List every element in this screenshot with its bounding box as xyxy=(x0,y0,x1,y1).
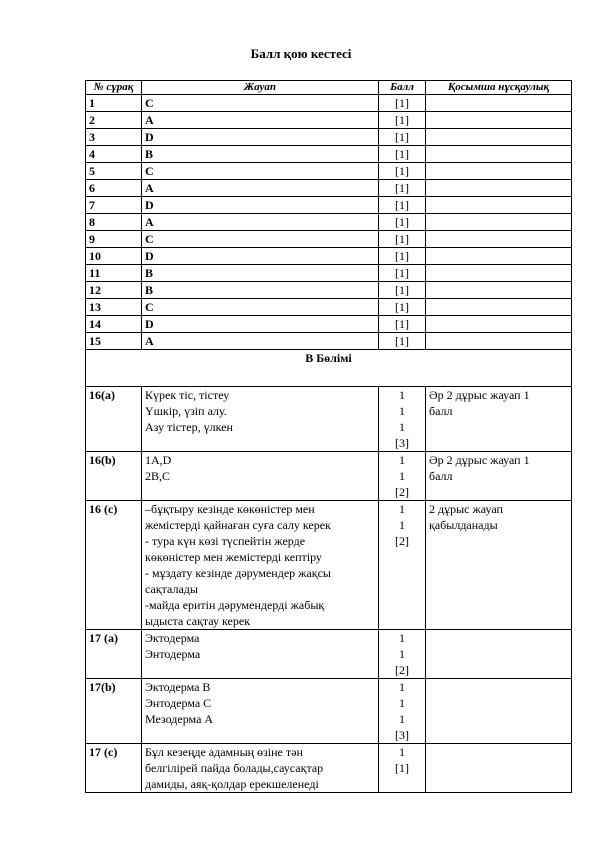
header-notes: Қосымша нұсқаулық xyxy=(426,81,572,95)
table-row xyxy=(86,95,572,112)
question-number: 16(b) xyxy=(86,452,142,501)
points-cell: 1 1 1 [3] xyxy=(379,387,426,452)
points-cell: [1] xyxy=(379,231,426,248)
notes-cell: 2 дұрыс жауап қабылданады xyxy=(426,501,572,630)
table-row xyxy=(86,452,572,501)
points-cell: [1] xyxy=(379,146,426,163)
table-row xyxy=(86,231,572,248)
table-row xyxy=(86,299,572,316)
section-b-row xyxy=(86,350,572,387)
answer-cell: B xyxy=(142,146,379,163)
points-cell: 1 [1] xyxy=(379,744,426,793)
notes-cell xyxy=(426,265,572,282)
answer-cell: –бұқтыру кезінде көкөністер мен жемістерді қайнаған суға салу керек - тура күн көзі түспейтін жерде көкөністер мен жемістерді кептіру - мұздату кезінде дәрумендер жақсы сақталады -майда еритін дәрумендерді жабық ыдыста сақтау керек xyxy=(142,501,379,630)
notes-cell xyxy=(426,112,572,129)
question-number: 3 xyxy=(86,129,142,146)
answer-cell: Бұл кезеңде адамның өзіне тән белгілірей пайда болады,саусақтар дамиды, аяқ-қолдар ерекшеленеді xyxy=(142,744,379,793)
table-row xyxy=(86,129,572,146)
question-number: 2 xyxy=(86,112,142,129)
table-row xyxy=(86,265,572,282)
answer-cell: A xyxy=(142,112,379,129)
question-number: 14 xyxy=(86,316,142,333)
points-cell: [1] xyxy=(379,197,426,214)
notes-cell xyxy=(426,180,572,197)
notes-cell xyxy=(426,630,572,679)
table-row xyxy=(86,387,572,452)
header-question: № сұрақ xyxy=(86,81,142,95)
answer-cell: A xyxy=(142,214,379,231)
table-row xyxy=(86,180,572,197)
points-cell: [1] xyxy=(379,265,426,282)
answer-cell: D xyxy=(142,248,379,265)
question-number: 5 xyxy=(86,163,142,180)
notes-cell xyxy=(426,231,572,248)
table-row xyxy=(86,282,572,299)
notes-cell: Әр 2 дұрыс жауап 1 балл xyxy=(426,452,572,501)
table-row xyxy=(86,163,572,180)
points-cell: [1] xyxy=(379,248,426,265)
page-title: Балл қою кестесі xyxy=(250,46,352,61)
answer-cell: D xyxy=(142,197,379,214)
points-cell: [1] xyxy=(379,163,426,180)
question-number: 17 (c) xyxy=(86,744,142,793)
table-row xyxy=(86,316,572,333)
question-number: 16(a) xyxy=(86,387,142,452)
answer-cell: C xyxy=(142,299,379,316)
answer-cell: Эктодерма Энтодерма xyxy=(142,630,379,679)
notes-cell xyxy=(426,679,572,744)
notes-cell xyxy=(426,214,572,231)
points-cell: 1 1 1 [3] xyxy=(379,679,426,744)
answer-cell: Эктодерма В Энтодерма С Мезодерма А xyxy=(142,679,379,744)
question-number: 7 xyxy=(86,197,142,214)
points-cell: [1] xyxy=(379,95,426,112)
notes-cell xyxy=(426,282,572,299)
notes-cell xyxy=(426,744,572,793)
answer-cell: C xyxy=(142,231,379,248)
notes-cell: Әр 2 дұрыс жауап 1 балл xyxy=(426,387,572,452)
table-row xyxy=(86,197,572,214)
table-row xyxy=(86,214,572,231)
table-row xyxy=(86,744,572,793)
points-cell: [1] xyxy=(379,333,426,350)
notes-cell xyxy=(426,248,572,265)
question-number: 1 xyxy=(86,95,142,112)
notes-cell xyxy=(426,299,572,316)
points-cell: [1] xyxy=(379,112,426,129)
answer-cell: Күрек тіс, тістеу Үшкір, үзіп алу. Азу тістер, үлкен xyxy=(142,387,379,452)
answer-cell: C xyxy=(142,163,379,180)
points-cell: 1 1 [2] xyxy=(379,452,426,501)
answer-cell: D xyxy=(142,129,379,146)
question-number: 13 xyxy=(86,299,142,316)
points-cell: [1] xyxy=(379,282,426,299)
question-number: 16 (c) xyxy=(86,501,142,630)
answer-cell: A xyxy=(142,180,379,197)
question-number: 15 xyxy=(86,333,142,350)
points-cell: 1 1 [2] xyxy=(379,630,426,679)
points-cell: [1] xyxy=(379,299,426,316)
notes-cell xyxy=(426,95,572,112)
table-row xyxy=(86,679,572,744)
table-row xyxy=(86,333,572,350)
question-number: 17 (a) xyxy=(86,630,142,679)
question-number: 4 xyxy=(86,146,142,163)
answer-cell: B xyxy=(142,265,379,282)
question-number: 9 xyxy=(86,231,142,248)
answer-cell: 1A,D 2B,C xyxy=(142,452,379,501)
points-cell: 1 1 [2] xyxy=(379,501,426,630)
header-points: Балл xyxy=(379,81,426,95)
table-row xyxy=(86,501,572,630)
notes-cell xyxy=(426,129,572,146)
table-row xyxy=(86,630,572,679)
header-row xyxy=(86,81,572,95)
question-number: 11 xyxy=(86,265,142,282)
header-answer: Жауап xyxy=(142,81,379,95)
notes-cell xyxy=(426,163,572,180)
table-row xyxy=(86,146,572,163)
table-row xyxy=(86,248,572,265)
question-number: 10 xyxy=(86,248,142,265)
answer-cell: C xyxy=(142,95,379,112)
notes-cell xyxy=(426,197,572,214)
answer-cell: D xyxy=(142,316,379,333)
section-b-title: B Бөлімі xyxy=(86,350,572,387)
points-cell: [1] xyxy=(379,316,426,333)
points-cell: [1] xyxy=(379,180,426,197)
question-number: 17(b) xyxy=(86,679,142,744)
table-row xyxy=(86,112,572,129)
answer-cell: A xyxy=(142,333,379,350)
notes-cell xyxy=(426,146,572,163)
question-number: 12 xyxy=(86,282,142,299)
points-cell: [1] xyxy=(379,129,426,146)
question-number: 6 xyxy=(86,180,142,197)
answer-cell: B xyxy=(142,282,379,299)
score-table xyxy=(85,80,572,793)
question-number: 8 xyxy=(86,214,142,231)
notes-cell xyxy=(426,333,572,350)
notes-cell xyxy=(426,316,572,333)
points-cell: [1] xyxy=(379,214,426,231)
